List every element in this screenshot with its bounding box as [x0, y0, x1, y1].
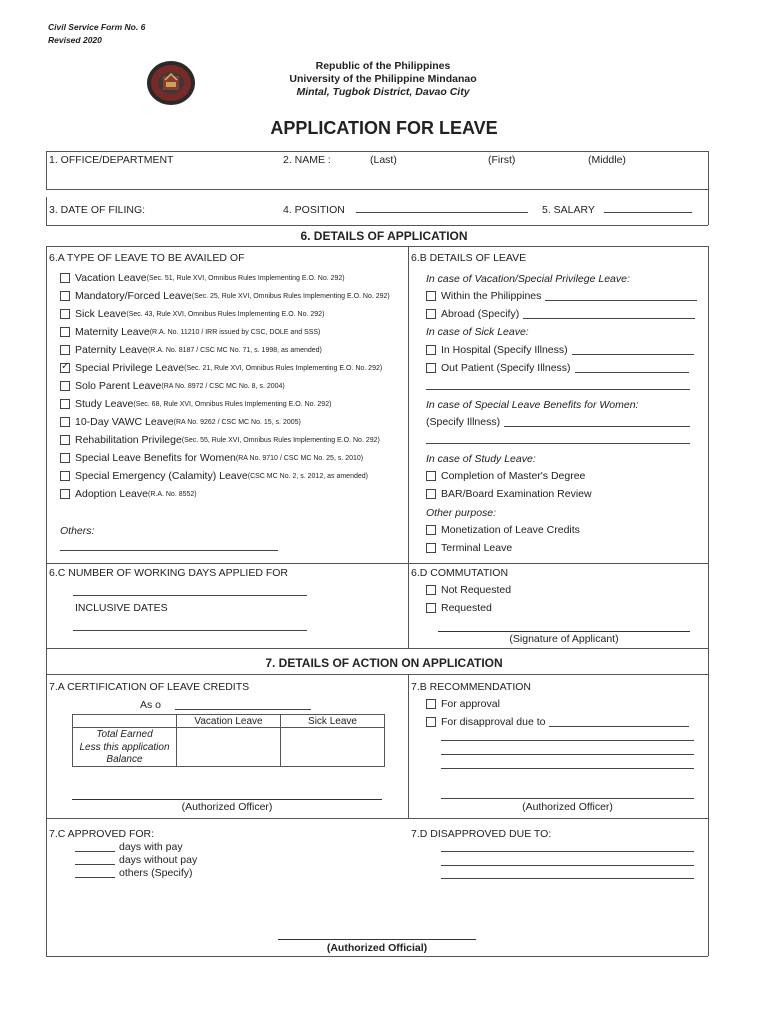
leave-type-special-privilege-checkbox[interactable]: [60, 363, 70, 373]
for-disapproval-option[interactable]: For disapproval due to: [426, 716, 689, 728]
position-label: 4. POSITION: [283, 204, 345, 216]
position-input[interactable]: [356, 203, 528, 213]
days-without-pay-field[interactable]: days without pay: [75, 854, 197, 866]
section6-right: [708, 246, 709, 648]
out-patient-option[interactable]: Out Patient (Specify Illness): [426, 362, 689, 374]
official-label: (Authorized Official): [326, 942, 428, 954]
section6-title: 6. DETAILS OF APPLICATION: [300, 229, 468, 243]
section6-mid-divider: [46, 563, 708, 564]
days-with-pay-field[interactable]: days with pay: [75, 841, 183, 853]
leave-type-reference: (Sec. 55, Rule XVI, Omnibus Rules Implementing E.O. No. 292): [181, 436, 380, 444]
disapproval-line-4[interactable]: [441, 759, 694, 769]
leave-type-study-option[interactable]: [60, 398, 331, 410]
certification-heading: 7.A CERTIFICATION OF LEAVE CREDITS: [49, 681, 250, 693]
row-label-balance: Balance: [73, 754, 177, 767]
leave-type-label: Maternity Leave: [75, 326, 150, 338]
officer-label-7b: (Authorized Officer): [522, 801, 613, 813]
not-requested-checkbox[interactable]: [426, 585, 436, 595]
leave-type-mandatory-forced-checkbox[interactable]: [60, 291, 70, 301]
leave-type-maternity-option[interactable]: [60, 326, 320, 338]
leave-type-label: Solo Parent Leave: [75, 380, 162, 392]
table-row: [73, 728, 385, 741]
leave-credits-table: [72, 714, 385, 767]
name-input[interactable]: [60, 168, 700, 184]
leave-type-label: Mandatory/Forced Leave: [75, 290, 192, 302]
inclusive-dates-input[interactable]: [73, 621, 307, 631]
leave-type-calamity-option[interactable]: [60, 470, 368, 482]
bar-review-option[interactable]: BAR/Board Examination Review: [426, 488, 592, 500]
frame-top: [46, 151, 708, 152]
leave-type-reference: (RA No. 8972 / CSC MC No. 8, s. 2004): [161, 382, 285, 390]
header-line-1: Republic of the Philippines: [315, 60, 451, 72]
frame-right-1: [708, 151, 709, 225]
leave-type-label: 10-Day VAWC Leave: [75, 416, 174, 428]
leave-type-special-leave-women-checkbox[interactable]: [60, 453, 70, 463]
name-label: 2. NAME :: [283, 154, 331, 166]
inclusive-dates-label: INCLUSIVE DATES: [75, 602, 168, 614]
row-label-less-application: Less this application: [73, 741, 177, 754]
for-approval-option[interactable]: For approval: [426, 698, 500, 710]
sick-case-label: In case of Sick Leave:: [426, 326, 529, 338]
days-with-pay-input[interactable]: [75, 842, 115, 852]
form-id: Civil Service Form No. 6: [48, 22, 146, 32]
as-of-field[interactable]: As o: [140, 699, 311, 711]
officer-signature-line-7a[interactable]: [72, 799, 382, 800]
disapproval-line-2[interactable]: [441, 731, 694, 741]
date-of-filing-input[interactable]: [155, 200, 275, 216]
sick-leave-column-header: Sick Leave: [281, 715, 385, 728]
leave-type-rehabilitation-option[interactable]: [60, 434, 380, 446]
sick-illness-extra-line[interactable]: [426, 380, 690, 390]
as-of-input[interactable]: [175, 700, 311, 710]
terminal-leave-option[interactable]: Terminal Leave: [426, 542, 512, 554]
section7-title: 7. DETAILS OF ACTION ON APPLICATION: [265, 656, 503, 670]
within-philippines-input[interactable]: [545, 291, 697, 301]
leave-type-reference: (RA No. 9262 / CSC MC No. 15, s. 2005): [173, 418, 301, 426]
disapproval-reason-input[interactable]: [549, 717, 689, 727]
requested-option[interactable]: Requested: [426, 602, 492, 614]
other-purpose-label: Other purpose:: [426, 507, 497, 519]
leave-type-solo-parent-option[interactable]: [60, 380, 285, 392]
leave-type-reference: (RA No. 9710 / CSC MC No. 25, s. 2010): [235, 454, 364, 462]
disapproved-due-heading: 7.D DISAPPROVED DUE TO:: [411, 828, 552, 840]
name-first-label: (First): [488, 154, 516, 166]
leave-type-reference: (CSC MC No. 2, s. 2012, as amended): [247, 472, 368, 480]
working-days-input[interactable]: [73, 586, 307, 596]
requested-checkbox[interactable]: [426, 603, 436, 613]
recommendation-heading: 7.B RECOMMENDATION: [411, 681, 531, 693]
form-revision: Revised 2020: [48, 35, 102, 45]
leave-type-label: Paternity Leave: [75, 344, 148, 356]
leave-type-maternity-checkbox[interactable]: [60, 327, 70, 337]
masters-checkbox[interactable]: [426, 471, 436, 481]
leave-type-study-checkbox[interactable]: [60, 399, 70, 409]
row1-divider: [46, 189, 708, 190]
section6-top: [46, 225, 708, 226]
leave-type-vacation-checkbox[interactable]: [60, 273, 70, 283]
leave-type-adoption-checkbox[interactable]: [60, 489, 70, 499]
officer-label-7a: (Authorized Officer): [181, 801, 273, 813]
page-title: APPLICATION FOR LEAVE: [270, 118, 498, 138]
leave-type-label: Study Leave: [75, 398, 134, 410]
not-requested-option[interactable]: Not Requested: [426, 584, 511, 596]
approved-for-heading: 7.C APPROVED FOR:: [49, 828, 155, 840]
out-patient-checkbox[interactable]: [426, 363, 436, 373]
commutation-heading: 6.D COMMUTATION: [411, 567, 509, 579]
leave-type-paternity-checkbox[interactable]: [60, 345, 70, 355]
leave-type-special-leave-women-option[interactable]: [60, 452, 363, 464]
abroad-checkbox[interactable]: [426, 309, 436, 319]
leave-type-sick-checkbox[interactable]: [60, 309, 70, 319]
sick-leave-credits-cell[interactable]: [281, 728, 385, 767]
leave-type-label: Special Leave Benefits for Women: [75, 452, 236, 464]
office-label: 1. OFFICE/DEPARTMENT: [49, 154, 174, 166]
bar-review-checkbox[interactable]: [426, 489, 436, 499]
leave-type-reference: (R.A. No. 8552): [147, 490, 197, 498]
in-hospital-input[interactable]: [572, 345, 694, 355]
women-illness-extra-line[interactable]: [426, 434, 690, 444]
section6-title-divider: [46, 246, 708, 247]
vacation-case-label: In case of Vacation/Special Privilege Leave:: [426, 273, 630, 285]
officer-signature-line-7b[interactable]: [441, 789, 694, 799]
section7-right: [708, 648, 709, 956]
salary-label: 5. SALARY: [542, 204, 595, 216]
women-illness-input[interactable]: [504, 417, 690, 427]
others-specify-input[interactable]: [75, 868, 115, 878]
frame-bottom: [46, 956, 708, 957]
leave-type-paternity-option[interactable]: [60, 344, 322, 356]
leave-type-mandatory-forced-option[interactable]: [60, 290, 390, 302]
leave-type-reference: (Sec. 43, Rule XVI, Omnibus Rules Implementing E.O. No. 292): [126, 310, 325, 318]
table-corner-cell: [73, 715, 177, 728]
disapproved-line-1[interactable]: [441, 842, 694, 852]
leave-type-rehabilitation-checkbox[interactable]: [60, 435, 70, 445]
monetization-option[interactable]: Monetization of Leave Credits: [426, 524, 580, 536]
applicant-signature-line[interactable]: [438, 631, 690, 632]
vacation-leave-column-header: Vacation Leave: [177, 715, 281, 728]
header-line-3: Mintal, Tugbok District, Davao City: [296, 86, 470, 98]
leave-type-label: Special Privilege Leave: [75, 362, 185, 374]
monetization-checkbox[interactable]: [426, 525, 436, 535]
section6-bottom: [46, 648, 708, 649]
leave-type-solo-parent-checkbox[interactable]: [60, 381, 70, 391]
study-case-label: In case of Study Leave:: [426, 453, 536, 465]
leave-type-reference: (Sec. 51, Rule XVI, Omnibus Rules Implementing E.O. No. 292): [146, 274, 345, 282]
section7-left: [46, 648, 47, 956]
disapproval-line-3[interactable]: [441, 745, 694, 755]
row-label-total-earned: Total Earned: [73, 728, 177, 741]
in-hospital-option[interactable]: In Hospital (Specify Illness): [426, 344, 694, 356]
for-approval-checkbox[interactable]: [426, 699, 436, 709]
leave-type-reference: (Sec. 21, Rule XVI, Omnibus Rules Implementing E.O. No. 292): [184, 364, 383, 372]
section6-mid: [408, 246, 409, 648]
leave-type-label: Special Emergency (Calamity) Leave: [75, 470, 248, 482]
others-input[interactable]: [60, 541, 278, 551]
leave-type-calamity-checkbox[interactable]: [60, 471, 70, 481]
for-disapproval-checkbox[interactable]: [426, 717, 436, 727]
details-of-leave-heading: 6.B DETAILS OF LEAVE: [411, 252, 527, 264]
table-header-row: [73, 715, 385, 728]
leave-type-reference: (R.A. No. 11210 / IRR issued by CSC, DOLE and SSS): [149, 328, 321, 336]
vacation-leave-credits-cell[interactable]: [177, 728, 281, 767]
days-without-pay-input[interactable]: [75, 855, 115, 865]
header-line-2: University of the Philippine Mindanao: [289, 73, 477, 85]
within-philippines-option[interactable]: Within the Philippines: [426, 290, 697, 302]
section7-mid-upper: [408, 674, 409, 818]
masters-option[interactable]: Completion of Master's Degree: [426, 470, 585, 482]
women-case-label: In case of Special Leave Benefits for Women:: [426, 399, 639, 411]
within-philippines-checkbox[interactable]: [426, 291, 436, 301]
leave-type-special-privilege-option[interactable]: [60, 362, 382, 374]
leave-type-sick-option[interactable]: [60, 308, 324, 320]
leave-type-reference: (Sec. 25, Rule XVI, Omnibus Rules Implementing E.O. No. 292): [191, 292, 390, 300]
others-label: Others:: [60, 525, 95, 537]
date-of-filing-label: 3. DATE OF FILING:: [49, 204, 146, 216]
leave-type-reference: (R.A. No. 8187 / CSC MC No. 71, s. 1998, as amended): [147, 346, 322, 354]
applicant-signature-label: (Signature of Applicant): [509, 633, 619, 645]
terminal-leave-checkbox[interactable]: [426, 543, 436, 553]
name-last-label: (Last): [370, 154, 397, 166]
others-specify-field[interactable]: others (Specify): [75, 867, 193, 879]
leave-type-vacation-option[interactable]: [60, 272, 345, 284]
women-illness-field[interactable]: (Specify Illness): [426, 416, 690, 428]
in-hospital-checkbox[interactable]: [426, 345, 436, 355]
leave-type-label: Adoption Leave: [75, 488, 148, 500]
type-of-leave-heading: 6.A TYPE OF LEAVE TO BE AVAILED OF: [49, 252, 245, 264]
out-patient-input[interactable]: [575, 363, 689, 373]
leave-type-label: Vacation Leave: [75, 272, 147, 284]
leave-type-label: Rehabilitation Privilege: [75, 434, 182, 446]
leave-type-reference: (Sec. 68, Rule XVI, Omnibus Rules Implementing E.O. No. 292): [133, 400, 332, 408]
official-signature-line[interactable]: [278, 939, 476, 940]
disapproved-line-3[interactable]: [441, 869, 694, 879]
salary-input[interactable]: [604, 203, 692, 213]
section7-mid-divider: [46, 818, 708, 819]
name-middle-label: (Middle): [588, 154, 626, 166]
leave-type-vawc-checkbox[interactable]: [60, 417, 70, 427]
abroad-input[interactable]: [523, 309, 695, 319]
section6-left: [46, 246, 47, 648]
frame-left-2: [46, 197, 47, 225]
abroad-option[interactable]: Abroad (Specify): [426, 308, 695, 320]
disapproved-line-2[interactable]: [441, 856, 694, 866]
leave-type-adoption-option[interactable]: [60, 488, 197, 500]
leave-type-vawc-option[interactable]: [60, 416, 301, 428]
frame-left-1: [46, 151, 47, 189]
working-days-heading: 6.C NUMBER OF WORKING DAYS APPLIED FOR: [49, 567, 289, 579]
section7-title-divider: [46, 674, 708, 675]
leave-type-label: Sick Leave: [75, 308, 127, 320]
university-seal-logo: [146, 60, 196, 106]
